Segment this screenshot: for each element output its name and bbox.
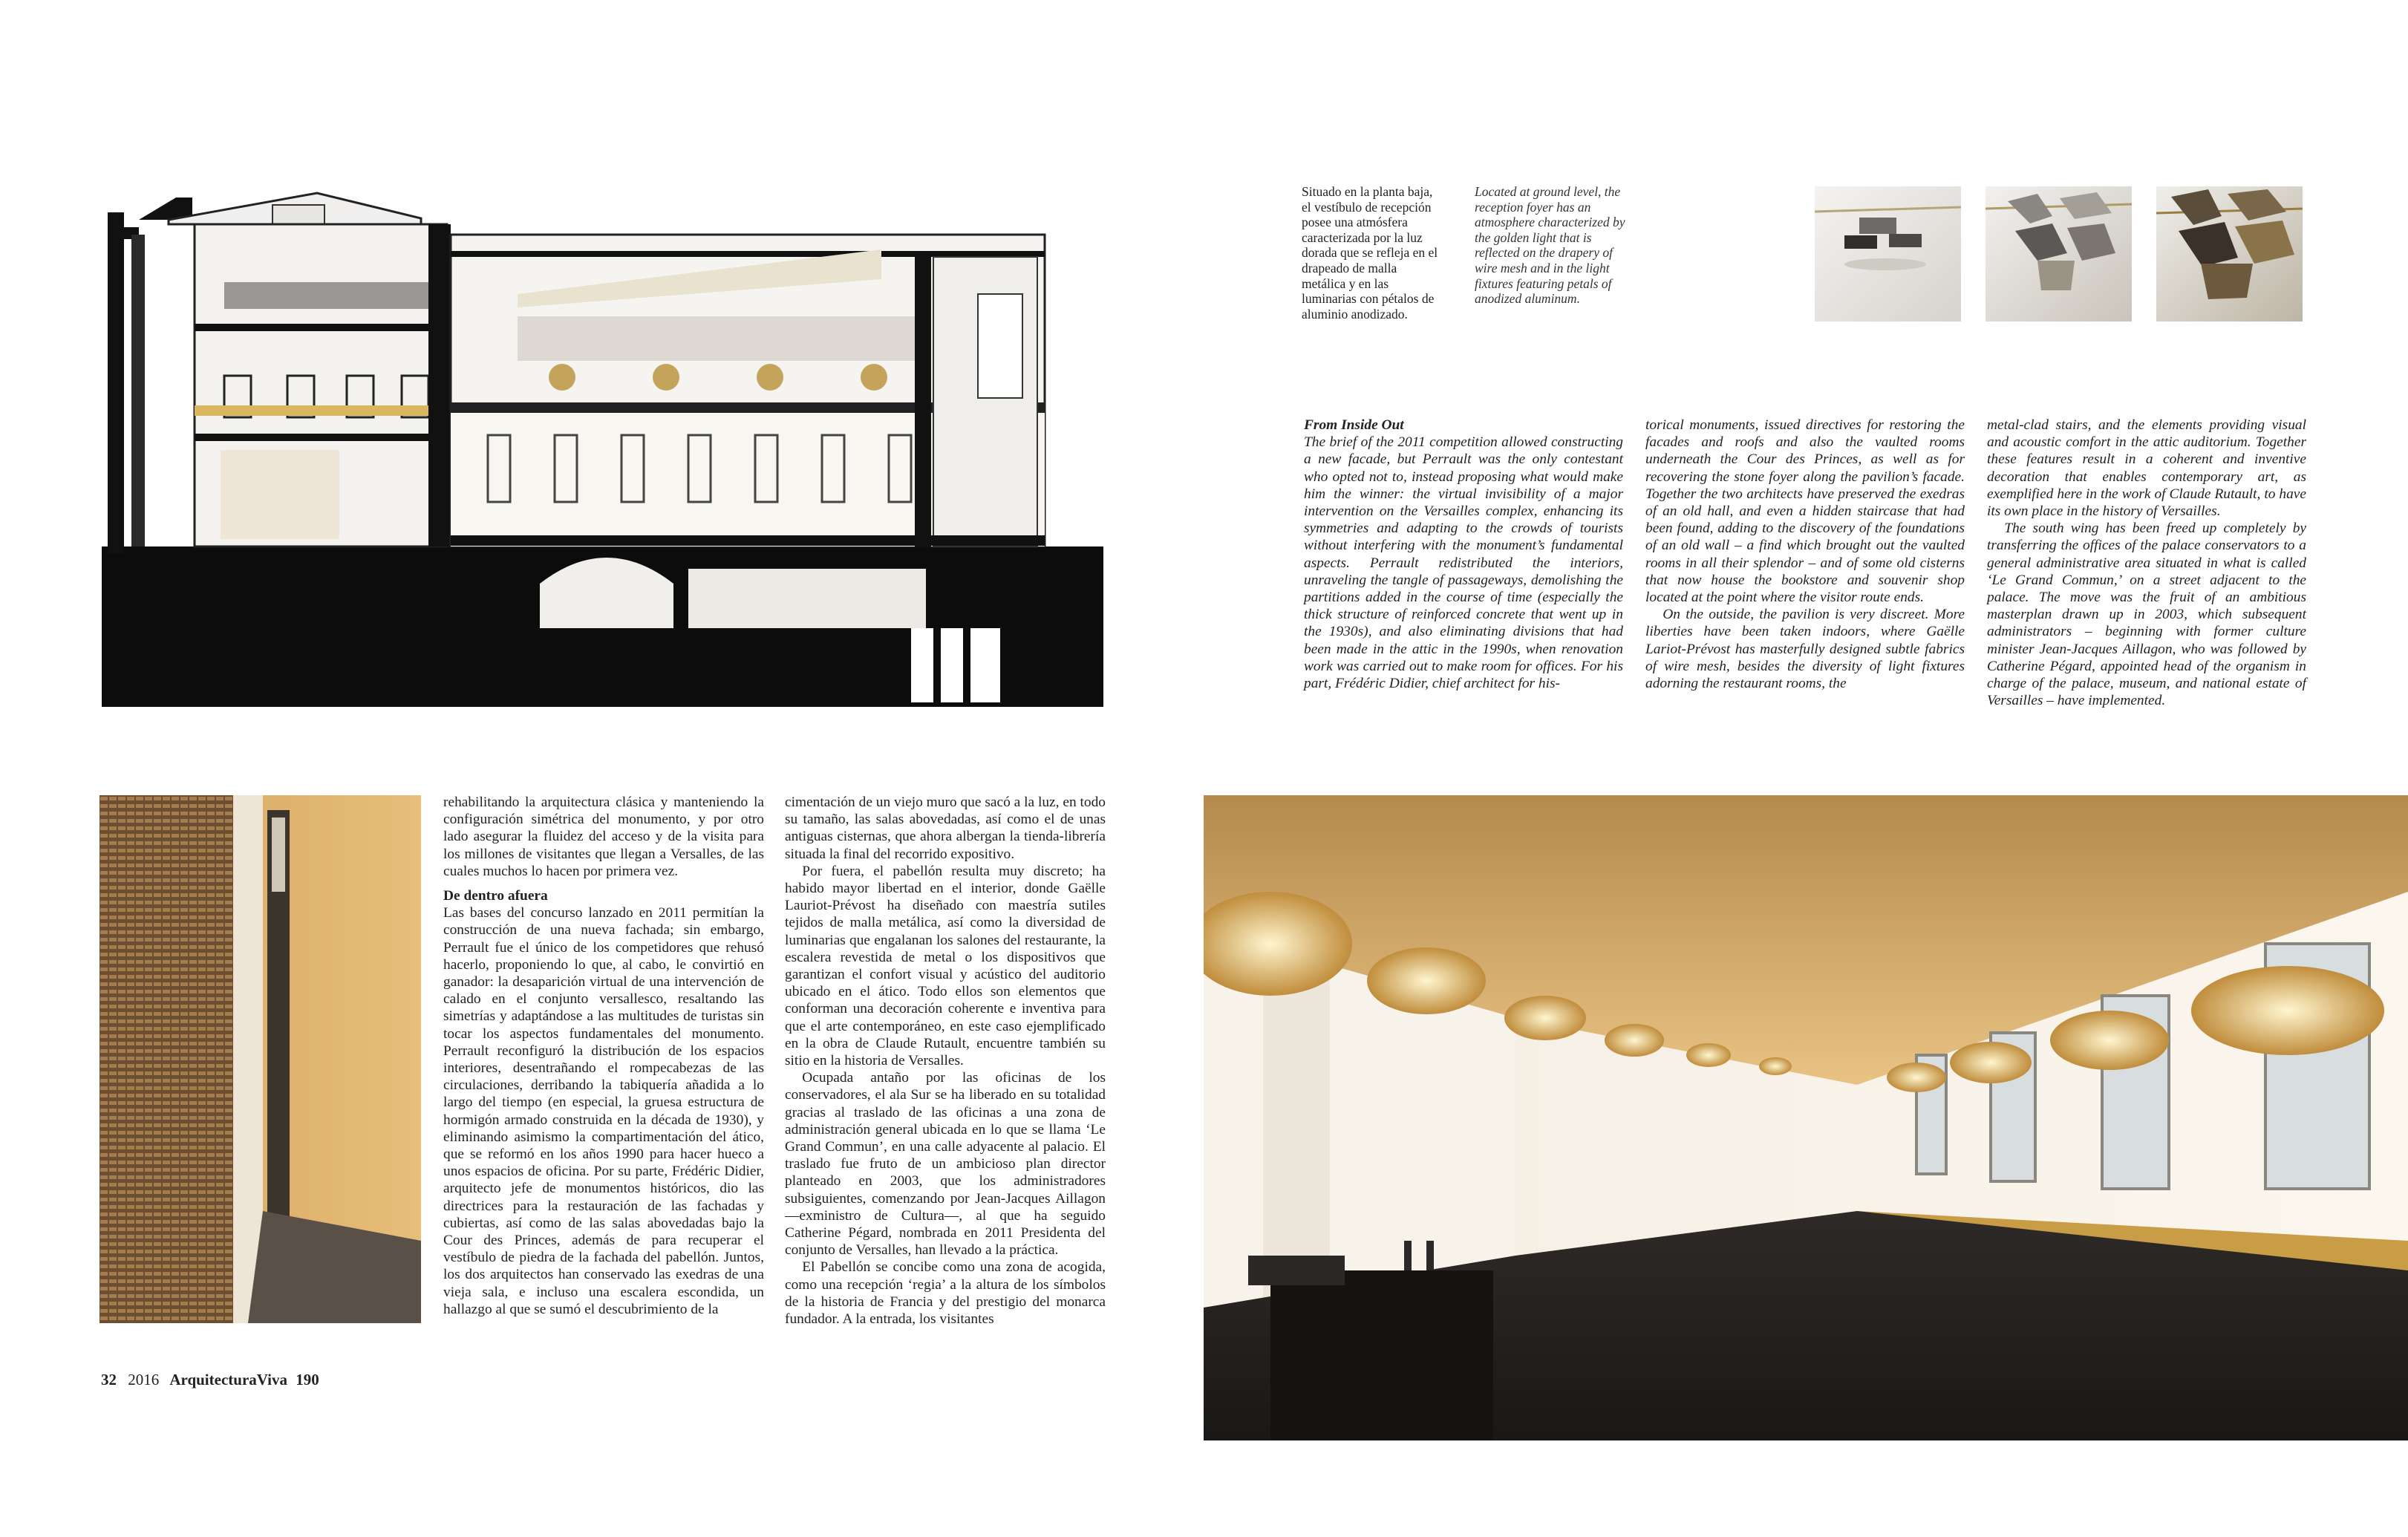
light-fixture-photo-3 — [2156, 186, 2303, 322]
caption-spanish: Situado en la planta baja, el vestíbulo de recepción posee una atmósfera caracterizada por la luz dorada que se refleja en el drapeado de malla metálica y en las luminarias con pétalos de aluminio anodizado. — [1302, 184, 1438, 322]
spanish-column-2 — [785, 794, 1106, 1328]
english-column-1 — [1304, 417, 1623, 692]
footer-year: 2016 — [128, 1371, 160, 1388]
spanish-paragraph: Las bases del concurso lanzado en 2011 permitían la construcción de una nueva fachada; sin embargo, Perrault fue el único de los competidores que rehusó hacerlo, proponiendo lo que, al cabo, le convirtió en ganador: la desaparición virtual de una intervención de calado en el conjunto versallesco, resaltando las simetrías y adaptándose a las multitudes de turistas sin tocar los aspectos fundamentales del monumento. Perrault reconfiguró la distribución de los espacios interiores, desentrañando el rompecabezas de las circulaciones, derribando la tabiquería añadida a lo largo del tiempo (en especial, la gruesa estructura de hormigón armado construida en la década de 1930), y eliminando asimismo la compartimentación del ático, que se reformó en los años 1990 para hacer hueco a unos espacios de oficina. Por su parte, Frédéric Didier, arquitecto jefe de monumentos históricos, dio las directrices para la restauración de las fachadas y cubiertas, así como de las salas abovedadas bajo la Cour des Princes, además de para recuperar el vestíbulo de piedra de la fachada del pabellón. Juntos, los dos arquitectos han conservado las exedras de una vieja sala, e incluso una escalera escondida, un hallazgo al que se sumó el descubrimiento de la — [443, 905, 764, 1317]
spanish-column-1 — [443, 794, 764, 1318]
page-footer — [101, 1371, 327, 1389]
english-paragraph: torical monuments, issued directives for restoring the facades and roofs and also the vaulted rooms underneath the Cour des Princes, as well as for recovering the stone foyer along the pavilion’s facade. Together the two architects have preserved the exedras of an old hall, and even a hidden staircase that had been found, adding to the discovery of the foundations of an old wall – a find which brought out the vaulted rooms in all their splendor – and of some old cisterns that now house the bookstore and souvenir shop located at the point where the visitor route ends. — [1645, 417, 1965, 606]
english-paragraph: On the outside, the pavilion is very discreet. More liberties have been taken indoors, where Gaëlle Lariot-Prévost has masterfully designed subtle fabrics of wire mesh, besides the diversity of light fixtures adorning the restaurant rooms, the — [1645, 607, 1965, 692]
light-fixture-photo-1 — [1815, 186, 1961, 322]
magazine-name: ArquitecturaViva — [169, 1371, 287, 1388]
spanish-heading: De dentro afuera — [443, 888, 548, 904]
spanish-paragraph: cimentación de un viejo muro que sacó a la luz, en todo su tamaño, las salas abovedadas, así como el de unas antiguas cisternas, que ahora albergan la tienda-librería situada la final del recorrido expositivo. — [785, 794, 1106, 862]
english-column-3 — [1987, 417, 2306, 709]
wire-mesh-wall-photo — [99, 795, 421, 1323]
english-paragraph: The south wing has been freed up completely by transferring the offices of the palace conservators to a general administrative area situated in what is called ‘Le Grand Commun,’ on a street adjacent to the palace. The move was the fruit of an ambitious masterplan drawn up in 2003, which subsequent administrators – beginning with former culture minister Jean-Jacques Aillagon, who was followed by Catherine Pégard, appointed head of the organism in charge of the palace, museum, and national estate of Versailles – have implemented. — [1987, 521, 2306, 709]
english-column-2 — [1645, 417, 1965, 692]
reception-foyer-photo — [1204, 795, 2408, 1440]
spanish-paragraph: rehabilitando la arquitectura clásica y manteniendo la configuración simétrica del monumento, y por otro lado asegurar la fluidez del acceso y de la visita para los millones de visitantes que llegan a Versalles, de las cuales muchos lo hacen por primera vez. — [443, 794, 764, 879]
page-number: 32 — [101, 1371, 117, 1388]
light-fixture-photo-2 — [1986, 186, 2132, 322]
issue-number: 190 — [296, 1371, 319, 1388]
english-paragraph: metal-clad stairs, and the elements providing visual and acoustic comfort in the attic auditorium. Together these features result in a coherent and inventive decoration that enables contemporary art, as exemplified here in the work of Claude Rutault, to have its own place in the history of Versailles. — [1987, 417, 2306, 520]
building-section-drawing — [102, 183, 1103, 707]
english-heading: From Inside Out — [1304, 417, 1404, 433]
spanish-paragraph: Ocupada antaño por las oficinas de los conservadores, el ala Sur se ha liberado en su totalidad gracias al traslado de las oficinas a una zona de administración general ubicada en lo que se llama ‘Le Grand Commun’, en una calle adyacente al palacio. El traslado fue fruto de un ambicioso plan director planteado en 2003, que los administradores subsiguientes, comenzando por Jean-Jacques Aillagon —exministro de Cultura—, al que ha seguido Catherine Pégard, nombrada en 2011 Presidenta del conjunto de Versalles, han llevado a la práctica. — [785, 1070, 1106, 1259]
caption-english: Located at ground level, the reception foyer has an atmosphere characterized by the golden light that is reflected on the drapery of wire mesh and in the light fixtures featuring petals of anodized aluminum. — [1475, 184, 1625, 307]
spanish-paragraph: Por fuera, el pabellón resulta muy discreto; ha habido mayor libertad en el interior, donde Gaëlle Lauriot-Prévost ha diseñado con maestría sutiles tejidos de malla metálica, así como la diversidad de luminarias que engalanan los salones del restaurante, la escalera revestida de metal o los dispositivos que garantizan el confort visual y acústico del auditorio ubicado en el ático. Todo ellos son elementos que conforman una decoración coherente e inventiva para que el arte contemporáneo, en este caso ejemplificado en la obra de Claude Rutault, encuentre también su sitio en la historia de Versalles. — [785, 863, 1106, 1069]
spanish-paragraph: El Pabellón se concibe como una zona de acogida, como una recepción ‘regia’ a la altura de los símbolos de la historia de Francia y del prestigio del monarca fundador. A la entrada, los visitantes — [785, 1259, 1106, 1328]
english-paragraph: The brief of the 2011 competition allowed constructing a new facade, but Perrault was the only contestant who opted not to, instead proposing what would make him the winner: the virtual invisibility of a major intervention on the Versailles complex, enhancing its symmetries and adapting to the crowds of tourists without interfering with the monument’s fundamental aspects. Perrault redistributed the interiors, unraveling the tangle of passageways, demolishing the partitions added in the course of time (especially the thick structure of reinforced concrete that went up in the 1930s), and also eliminating divisions that had been made in the attic in the 1990s, when renovation work was carried out to make room for offices. For his part, Frédéric Didier, chief architect for his- — [1304, 434, 1623, 692]
